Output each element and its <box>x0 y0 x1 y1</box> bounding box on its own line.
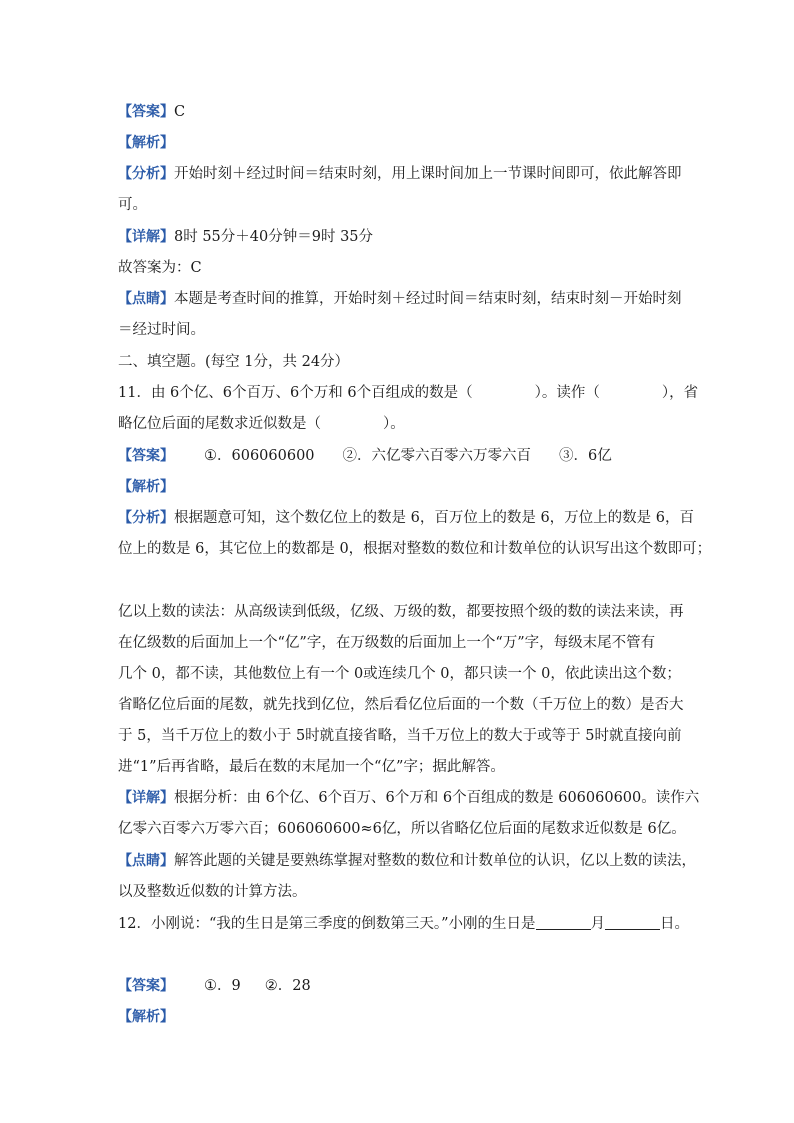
fenxi-text: 开始时刻＋经过时间＝结束时刻，用上课时间加上一节课时间即可，依此解答即 <box>174 166 682 182</box>
q11-text-a: 11．由 6个亿、6个百万、6个万和 6个百组成的数是（ <box>118 385 473 401</box>
dianjing-tag: 【点睛】 <box>118 291 174 307</box>
detail-text: 8时 55分＋40分钟＝9时 35分 <box>174 229 374 245</box>
q11-text-b: ）。读作（ <box>534 385 600 401</box>
q12-text-b: 月 <box>590 916 606 932</box>
q10-dianjing-line1 <box>118 289 682 309</box>
answer-1: ①．9 <box>204 978 241 994</box>
q11-text-e: ）。 <box>383 416 405 432</box>
answer-tag: 【答案】 <box>118 104 174 120</box>
q11-question-line1 <box>118 383 698 403</box>
q11-question-line2 <box>118 414 405 434</box>
q10-answer-line <box>118 102 185 122</box>
q11-detail-line2: 亿零六百零六万零六百；606060600≈6亿，所以省略亿位后面的尾数求近似数是 6亿。 <box>118 821 686 837</box>
answer-tag: 【答案】 <box>118 978 174 994</box>
q10-fenxi-line2: 可。 <box>118 197 147 213</box>
q10-fenxi-line1 <box>118 164 682 184</box>
fenxi-tag: 【分析】 <box>118 510 174 526</box>
q11-para-line: 于 5，当千万位上的数小于 5时就直接省略，当千万位上的数大于或等于 5时就直接向前 <box>118 728 682 744</box>
day-blank <box>605 915 660 930</box>
dianjing-text: 解答此题的关键是要熟练掌握对整数的数位和计数单位的认识，亿以上数的读法， <box>174 853 696 869</box>
fenxi-tag: 【分析】 <box>118 166 174 182</box>
analysis-tag: 【解析】 <box>118 479 174 495</box>
answer-2: ②．28 <box>264 978 311 994</box>
analysis-tag: 【解析】 <box>118 1009 174 1025</box>
q12-text-a: 12．小刚说：“我的生日是第三季度的倒数第三天。”小刚的生日是 <box>118 916 536 932</box>
detail-tag: 【详解】 <box>118 229 174 245</box>
q10-analysis-line <box>118 133 174 153</box>
q11-para-line: 在亿级数的后面加上一个“亿”字，在万级数的后面加上一个“万”字，每级末尾不管有 <box>118 635 656 651</box>
q10-conclusion: 故答案为：C <box>118 260 202 276</box>
q11-dianjing-line2: 以及整数近似数的计算方法。 <box>118 884 307 900</box>
answer-value: C <box>174 104 186 120</box>
q12-answer-line <box>118 976 311 996</box>
q11-answer-line <box>118 446 612 466</box>
q12-question <box>118 914 689 934</box>
q11-para-line: 亿以上数的读法：从高级读到低级，亿级、万级的数，都要按照个级的数的读法来读，再 <box>118 604 684 620</box>
q11-analysis-line <box>118 477 174 497</box>
dianjing-text: 本题是考查时间的推算，开始时刻＋经过时间＝结束时刻，结束时刻－开始时刻 <box>174 291 682 307</box>
q11-para-line: 进“1”后再省略，最后在数的末尾加一个“亿”字；据此解答。 <box>118 759 505 775</box>
month-blank <box>536 915 591 930</box>
q11-fenxi-line2: 位上的数是 6，其它位上的数都是 0，根据对整数的数位和计数单位的认识写出这个数即可； <box>118 541 712 557</box>
fenxi-text: 根据题意可知，这个数亿位上的数是 6，百万位上的数是 6，万位上的数是 6，百 <box>174 510 695 526</box>
answer-1: ①．606060600 <box>204 448 315 464</box>
answer-tag: 【答案】 <box>118 448 174 464</box>
q11-text-c: ），省 <box>661 385 699 401</box>
q11-text-d: 略亿位后面的尾数求近似数是（ <box>118 416 321 432</box>
dianjing-tag: 【点睛】 <box>118 853 174 869</box>
q11-para-line: 省略亿位后面的尾数，就先找到亿位，然后看亿位后面的一个数（千万位上的数）是否大 <box>118 697 684 713</box>
detail-text: 根据分析：由 6个亿、6个百万、6个万和 6个百组成的数是 606060600。读作六 <box>174 790 700 806</box>
analysis-tag: 【解析】 <box>118 135 174 151</box>
answer-3: ③．6亿 <box>559 448 612 464</box>
q11-dianjing-line1 <box>118 851 696 871</box>
q12-analysis-line <box>118 1007 174 1027</box>
q10-detail-line <box>118 227 373 247</box>
section-heading: 二、填空题。(每空 1分，共 24分） <box>118 354 350 370</box>
answer-2: ②．六亿零六百零六万零六百 <box>342 448 532 464</box>
q10-dianjing-line2: ＝经过时间。 <box>118 322 205 338</box>
q11-fenxi-line1 <box>118 508 694 528</box>
q11-para-line: 几个 0，都不读，其他数位上有一个 0或连续几个 0，都只读一个 0，依此读出这个数； <box>118 666 681 682</box>
q12-text-c: 日。 <box>660 916 690 932</box>
q11-detail-line1 <box>118 788 699 808</box>
detail-tag: 【详解】 <box>118 790 174 806</box>
